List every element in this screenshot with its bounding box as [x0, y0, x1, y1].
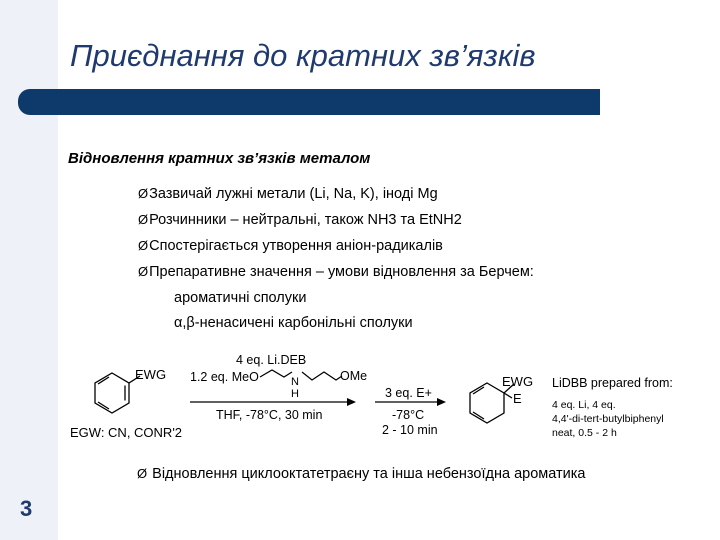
- arrow-bullet-icon: Ø: [138, 264, 149, 279]
- ome-label: OMe: [340, 369, 368, 383]
- amine-chain-icon: [260, 370, 342, 380]
- sub-item: ароматичні сполуки: [174, 290, 307, 306]
- bullet-text: Спостерігається утворення аніон-радикалів: [149, 238, 443, 254]
- reaction-arrow-icon: [190, 398, 356, 406]
- benzene-ring-icon: [95, 373, 140, 413]
- conditions-1: THF, -78°C, 30 min: [216, 408, 323, 422]
- final-bullet-text: Відновлення циклооктатетраєну та інша небензоїдна ароматика: [152, 466, 586, 482]
- reagent-top: 4 eq. Li.DEB: [236, 353, 307, 367]
- lidbb-line3: neat, 0.5 - 2 h: [552, 427, 617, 439]
- amine-h: H: [291, 388, 299, 400]
- electrophile-label: 3 eq. E+: [385, 386, 432, 400]
- arrow-bullet-icon: Ø: [138, 212, 149, 227]
- sub-item: α,β-ненасичені карбонільні сполуки: [174, 315, 413, 331]
- section-subtitle: Відновлення кратних зв’язків металом: [68, 150, 371, 167]
- lidbb-line2: 4,4'-di-tert-butylbiphenyl: [552, 413, 664, 425]
- bullet-text: Зазвичай лужні метали (Li, Na, K), іноді Mg: [149, 186, 438, 202]
- page-number: 3: [20, 496, 33, 521]
- conditions-2a: -78°C: [392, 408, 425, 422]
- final-bullet: [137, 466, 585, 482]
- bullet-text: Препаративне значення – умови відновлення за Берчем:: [149, 264, 534, 280]
- lidbb-line1: 4 eq. Li, 4 eq.: [552, 399, 616, 411]
- reagent-eq: 1.2 eq. MeO: [190, 370, 259, 384]
- product-e: E: [513, 391, 522, 406]
- cyclohexadiene-ring-icon: [470, 383, 514, 423]
- ewg-note: EGW: CN, CONR'2: [70, 425, 183, 440]
- ewg-label: EWG: [135, 367, 167, 382]
- lidbb-title: LiDBB prepared from:: [552, 376, 673, 390]
- arrow-bullet-icon: Ø: [137, 466, 148, 481]
- conditions-2b: 2 - 10 min: [382, 423, 438, 437]
- arrow-bullet-icon: Ø: [138, 186, 149, 201]
- ewg-product-label: EWG: [502, 374, 534, 389]
- slide-title: Приєднання до кратних зв’язків: [70, 38, 536, 73]
- arrow-bullet-icon: Ø: [138, 238, 149, 253]
- amine-n: N: [291, 376, 299, 388]
- bullet-text: Розчинники – нейтральні, також NH3 та EtNH2: [149, 212, 462, 228]
